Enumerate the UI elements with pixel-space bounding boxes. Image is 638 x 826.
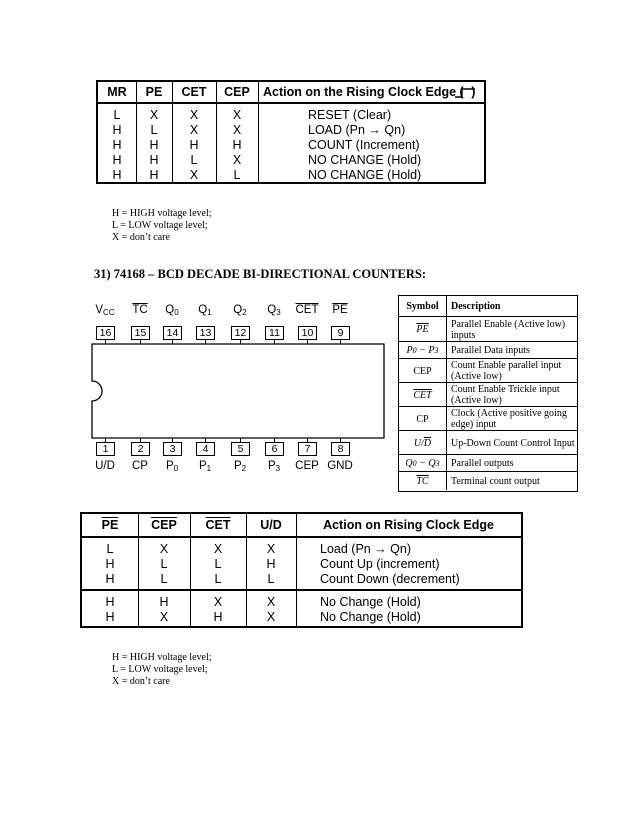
pin-number-top: 10	[298, 326, 317, 340]
pin-lead	[274, 340, 275, 344]
function-table-74168	[80, 512, 523, 628]
table-cell: H	[105, 610, 115, 624]
table-cell: L	[267, 572, 275, 586]
legend-2	[112, 652, 212, 688]
description-cell: Parallel Enable (Active low) inputs	[451, 318, 566, 341]
pin-label: CP	[132, 460, 148, 472]
symbol-cell: P 0 − P 3	[399, 342, 447, 359]
description-cell: Clock (Active positive going edge) input	[451, 408, 567, 430]
symbol-cell: U/ $\overline{D}$	[399, 431, 447, 455]
symbol-row	[399, 430, 577, 455]
table-cell: H	[159, 595, 169, 609]
header-mr: MR	[107, 85, 127, 99]
header-cet: $\overline{CET}$	[205, 518, 231, 532]
legend-low: L = LOW voltage level;	[112, 664, 208, 675]
table-cell: X	[266, 542, 276, 556]
table-cell: X	[189, 168, 199, 182]
table-cell: L	[233, 168, 241, 182]
pin-number-top: 15	[131, 326, 150, 340]
pin-lead	[105, 340, 106, 344]
table-cell: X	[189, 108, 199, 122]
table-cell: L	[214, 557, 222, 571]
table-cell: X	[189, 123, 199, 137]
symbol-cell: $\overline{TC}$	[399, 472, 447, 490]
pin-label: $\overline{PE}$	[332, 304, 348, 316]
table-cell: H	[105, 557, 115, 571]
legend-1	[112, 208, 212, 244]
table-cell: L	[160, 557, 168, 571]
header-description: Description	[451, 300, 501, 312]
header-cep: $\overline{CEP}$	[151, 518, 177, 532]
pin-label: $P_0$	[165, 460, 179, 473]
pin-lead	[240, 340, 241, 344]
table-cell: X	[213, 542, 223, 556]
header-cet: CET	[181, 85, 207, 99]
pin-label: $Q_3$	[267, 304, 281, 317]
pin-number-bottom: 6	[265, 442, 284, 456]
pin-number-top: 16	[96, 326, 115, 340]
rising-edge-icon	[454, 87, 476, 99]
pin-label: $P_3$	[267, 460, 281, 473]
table-cell: L	[113, 108, 121, 122]
pin-label: $\overline{TC}$	[132, 304, 148, 316]
description-cell: Up-Down Count Control Input	[451, 437, 575, 449]
table-cell: X	[149, 108, 159, 122]
table-cell-action: No Change (Hold)	[320, 595, 421, 609]
table-cell-action: No Change (Hold)	[320, 610, 421, 624]
header-symbol: Symbol	[399, 296, 447, 316]
pin-lead	[205, 340, 206, 344]
header-action: Action on the Rising Clock Edge ( )	[263, 85, 476, 99]
symbol-row	[399, 316, 577, 342]
pin-number-top: 14	[163, 326, 182, 340]
table-cell: X	[232, 108, 242, 122]
header-cep: CEP	[224, 85, 250, 99]
pin-number-top: 12	[231, 326, 250, 340]
table-cell: H	[105, 572, 115, 586]
pin-lead	[172, 340, 173, 344]
description-cell: Parallel Data inputs	[451, 345, 530, 356]
table-cell-action: COUNT (Increment)	[308, 138, 420, 152]
table-cell-action: Count Down (decrement)	[320, 572, 460, 586]
legend-dont-care: X = don’t care	[112, 232, 170, 243]
symbol-row	[399, 382, 577, 407]
legend-high: H = HIGH voltage level;	[112, 208, 212, 219]
legend-dont-care: X = don’t care	[112, 676, 170, 687]
pin-label: $\overline{CET}$	[295, 304, 319, 316]
table-cell: X	[232, 123, 242, 137]
header-ud: U/D	[260, 518, 282, 532]
legend-low: L = LOW voltage level;	[112, 220, 208, 231]
table-cell: X	[213, 595, 223, 609]
table-cell: L	[150, 123, 158, 137]
table-cell: H	[266, 557, 276, 571]
symbol-row	[399, 471, 577, 490]
pin-number-top: 9	[331, 326, 350, 340]
symbol-cell: CP	[399, 407, 447, 431]
pin-label: $P_2$	[233, 460, 247, 473]
table-cell: H	[112, 123, 122, 137]
pin-number-bottom: 5	[231, 442, 250, 456]
pin-number-bottom: 2	[131, 442, 150, 456]
symbol-row	[399, 358, 577, 383]
table-cell: H	[112, 138, 122, 152]
table-cell-action: NO CHANGE (Hold)	[308, 153, 422, 167]
table-cell: H	[112, 168, 122, 182]
table-cell-action: NO CHANGE (Hold)	[308, 168, 422, 182]
symbol-table-header	[399, 296, 577, 316]
table-cell-action: Count Up (increment)	[320, 557, 440, 571]
table-cell: H	[112, 153, 122, 167]
symbol-row	[399, 406, 577, 431]
header-pe: PE	[145, 85, 163, 99]
table-cell: L	[190, 153, 198, 167]
table-cell: H	[232, 138, 242, 152]
table-cell-action: Load (Pn → Qn)	[320, 542, 412, 556]
table-cell: H	[149, 138, 159, 152]
table-cell: H	[189, 138, 199, 152]
description-cell: Count Enable Trickle input (Active low)	[451, 384, 560, 406]
function-table-74161	[96, 80, 486, 184]
pin-label: $Q_1$	[198, 304, 212, 317]
symbol-cell: $\overline{CET}$	[399, 383, 447, 407]
pin-label: U/D	[95, 460, 115, 472]
pin-number-bottom: 8	[331, 442, 350, 456]
pin-label: CEP	[295, 460, 319, 472]
pin-number-top: 13	[196, 326, 215, 340]
table-cell: X	[159, 542, 169, 556]
pin-label: $V_{CC}$	[95, 304, 115, 317]
table-cell: L	[160, 572, 168, 586]
pin-number-bottom: 3	[163, 442, 182, 456]
pin-label: GND	[327, 460, 353, 472]
symbol-cell: $\overline{PE}$	[399, 317, 447, 342]
legend-high: H = HIGH voltage level;	[112, 652, 212, 663]
table-cell: H	[105, 595, 115, 609]
pin-number-bottom: 1	[96, 442, 115, 456]
section-heading: 31) 74168 – BCD DECADE BI-DIRECTIONAL COUNTERS:	[94, 267, 426, 281]
pin-lead	[340, 340, 341, 344]
description-cell: Parallel outputs	[451, 458, 514, 469]
pin-label: $P_1$	[198, 460, 212, 473]
pin-number-bottom: 4	[196, 442, 215, 456]
table-cell: H	[149, 153, 159, 167]
ic-pinout-diagram	[88, 298, 388, 478]
table-cell: H	[149, 168, 159, 182]
table-cell: X	[266, 595, 276, 609]
pin-number-top: 11	[265, 326, 284, 340]
header-action: Action on Rising Clock Edge	[323, 518, 494, 532]
symbol-cell: CEP	[399, 359, 447, 383]
table-cell-action: RESET (Clear)	[308, 108, 392, 122]
symbol-row	[399, 454, 577, 472]
table-cell: X	[266, 610, 276, 624]
pin-lead	[140, 340, 141, 344]
pin-label: $Q_2$	[233, 304, 247, 317]
table-cell: X	[232, 153, 242, 167]
symbol-cell: Q 0 − Q 3	[399, 455, 447, 472]
symbol-row	[399, 341, 577, 359]
pin-label: $Q_0$	[165, 304, 179, 317]
pin-number-bottom: 7	[298, 442, 317, 456]
symbol-table	[398, 295, 578, 492]
table-cell: H	[213, 610, 223, 624]
header-pe: $\overline{PE}$	[101, 518, 119, 532]
table-cell: L	[106, 542, 114, 556]
table-cell: X	[159, 610, 169, 624]
pin-lead	[307, 340, 308, 344]
description-cell: Terminal count output	[451, 475, 540, 487]
table-cell-action: LOAD (Pn → Qn)	[308, 123, 406, 137]
description-cell: Count Enable parallel input (Active low)	[451, 360, 562, 382]
table-cell: L	[214, 572, 222, 586]
